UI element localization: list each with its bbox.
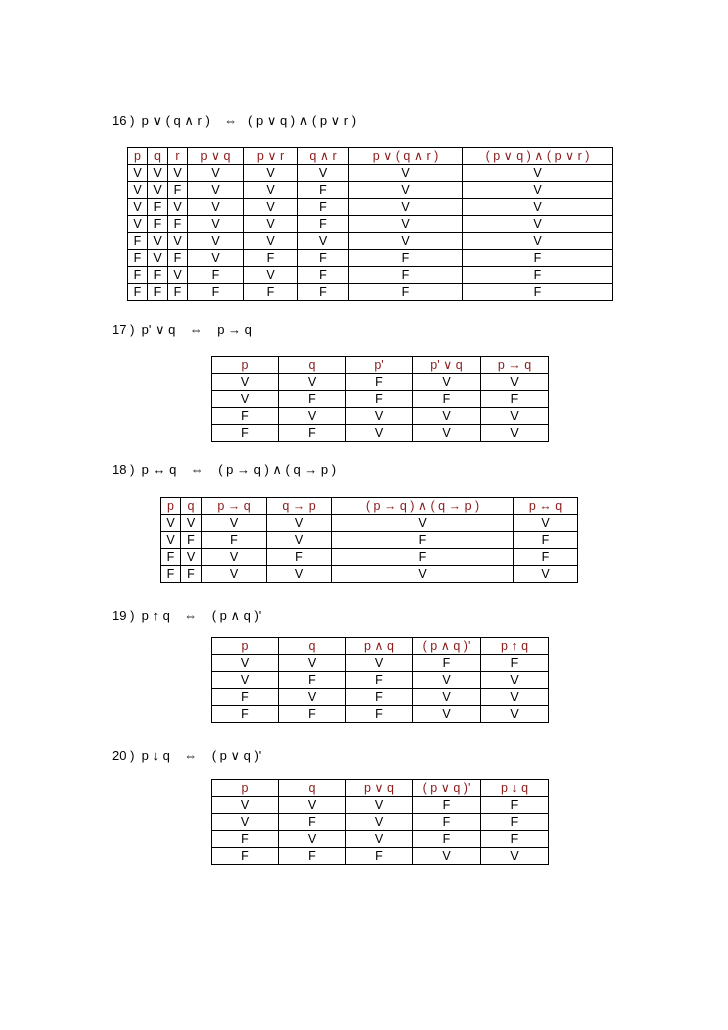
truth-value-cell: V (148, 165, 168, 182)
truth-value-cell: V (413, 408, 481, 425)
truth-value-cell: V (212, 374, 279, 391)
column-header: ( p ∨ q ) ∧ ( p ∨ r ) (463, 148, 613, 165)
truth-value-cell: F (349, 284, 463, 301)
truth-value-cell: F (413, 655, 481, 672)
truth-value-cell: F (298, 182, 349, 199)
truth-value-cell: V (267, 515, 332, 532)
truth-value-cell: V (349, 165, 463, 182)
truth-value-cell: V (128, 199, 148, 216)
truth-value-cell: F (413, 797, 481, 814)
truth-value-cell: V (481, 408, 549, 425)
truth-value-cell: V (298, 165, 349, 182)
truth-value-cell: F (168, 216, 188, 233)
header-row (128, 148, 613, 165)
truth-value-cell: V (481, 425, 549, 442)
truth-value-cell: F (279, 814, 346, 831)
truth-value-cell: V (346, 814, 413, 831)
truth-value-cell: V (346, 408, 413, 425)
table-row (128, 199, 613, 216)
header-row (212, 780, 549, 797)
truth-value-cell: V (212, 814, 279, 831)
truth-value-cell: V (413, 425, 481, 442)
truth-value-cell: V (168, 165, 188, 182)
truth-value-cell: F (148, 284, 168, 301)
column-header: p (161, 498, 181, 515)
section-20-heading: 20 ) p ↓ q ⇔ ( p ∨ q )' (112, 748, 262, 763)
column-header: p → q (481, 357, 549, 374)
truth-value-cell: F (413, 814, 481, 831)
truth-value-cell: F (128, 250, 148, 267)
truth-value-cell: V (481, 689, 549, 706)
truth-value-cell: F (481, 814, 549, 831)
section-17-heading: 17 ) p' ∨ q ⇔ p → q (112, 322, 252, 337)
column-header: q (181, 498, 202, 515)
truth-value-cell: V (514, 566, 578, 583)
truth-value-cell: V (346, 831, 413, 848)
column-header: p' (346, 357, 413, 374)
column-header: q ∧ r (298, 148, 349, 165)
truth-value-cell: F (298, 284, 349, 301)
truth-value-cell: F (267, 549, 332, 566)
truth-value-cell: F (181, 532, 202, 549)
truth-value-cell: V (279, 655, 346, 672)
truth-value-cell: F (212, 848, 279, 865)
truth-value-cell: F (279, 848, 346, 865)
truth-value-cell: F (463, 267, 613, 284)
section-18-heading: 18 ) p ↔ q ⇔ ( p → q ) ∧ ( q → p ) (112, 462, 337, 477)
column-header: q (279, 357, 346, 374)
truth-value-cell: V (148, 250, 168, 267)
truth-value-cell: V (244, 233, 298, 250)
truth-value-cell: V (481, 672, 549, 689)
truth-value-cell: F (188, 267, 244, 284)
column-header: p ↓ q (481, 780, 549, 797)
truth-value-cell: V (212, 655, 279, 672)
truth-value-cell: F (332, 532, 514, 549)
truth-value-cell: V (202, 566, 267, 583)
truth-value-cell: F (168, 284, 188, 301)
table-row (128, 284, 613, 301)
column-header: p ∨ r (244, 148, 298, 165)
truth-value-cell: F (279, 425, 346, 442)
truth-value-cell: F (481, 655, 549, 672)
section-16-heading: 16 ) p ∨ ( q ∧ r ) ⇔ ( p ∨ q ) ∧ ( p ∨ r ) (112, 113, 357, 128)
truth-value-cell: F (346, 672, 413, 689)
truth-value-cell: F (481, 831, 549, 848)
truth-value-cell: V (168, 199, 188, 216)
truth-value-cell: V (202, 549, 267, 566)
truth-value-cell: V (188, 199, 244, 216)
table-row (128, 165, 613, 182)
column-header: p (212, 638, 279, 655)
truth-value-cell: V (202, 515, 267, 532)
table-row (212, 706, 549, 723)
truth-value-cell: V (332, 515, 514, 532)
truth-value-cell: V (413, 672, 481, 689)
truth-value-cell: F (332, 549, 514, 566)
truth-value-cell: F (244, 284, 298, 301)
truth-value-cell: F (161, 549, 181, 566)
truth-value-cell: V (481, 848, 549, 865)
header-row (212, 357, 549, 374)
column-header: ( p ∧ q )' (413, 638, 481, 655)
truth-value-cell: F (349, 250, 463, 267)
truth-value-cell: F (481, 391, 549, 408)
table-row (212, 408, 549, 425)
truth-value-cell: V (168, 233, 188, 250)
truth-value-cell: V (212, 391, 279, 408)
truth-value-cell: V (349, 216, 463, 233)
table-row (161, 515, 578, 532)
table-row (161, 566, 578, 583)
truth-value-cell: V (413, 374, 481, 391)
truth-value-cell: F (168, 250, 188, 267)
header-row (161, 498, 578, 515)
truth-value-cell: V (267, 566, 332, 583)
truth-value-cell: V (332, 566, 514, 583)
column-header: p ∨ q (188, 148, 244, 165)
table-row (128, 182, 613, 199)
truth-value-cell: V (346, 655, 413, 672)
column-header: q (279, 638, 346, 655)
column-header: r (168, 148, 188, 165)
truth-value-cell: V (212, 797, 279, 814)
truth-value-cell: F (181, 566, 202, 583)
section-19-heading: 19 ) p ↑ q ⇔ ( p ∧ q )' (112, 608, 262, 623)
truth-value-cell: F (514, 532, 578, 549)
truth-value-cell: F (279, 706, 346, 723)
truth-value-cell: V (463, 233, 613, 250)
truth-value-cell: V (279, 797, 346, 814)
truth-value-cell: F (346, 706, 413, 723)
truth-value-cell: F (298, 199, 349, 216)
truth-value-cell: F (202, 532, 267, 549)
table-row (128, 216, 613, 233)
truth-value-cell: V (212, 672, 279, 689)
truth-value-cell: V (413, 848, 481, 865)
truth-value-cell: V (188, 216, 244, 233)
table-row (128, 250, 613, 267)
table-row (128, 267, 613, 284)
truth-value-cell: F (148, 199, 168, 216)
truth-value-cell: F (128, 284, 148, 301)
truth-value-cell: F (298, 250, 349, 267)
truth-value-cell: V (346, 425, 413, 442)
truth-value-cell: F (212, 831, 279, 848)
truth-value-cell: V (244, 199, 298, 216)
truth-value-cell: V (279, 408, 346, 425)
truth-value-cell: F (148, 267, 168, 284)
table-row (212, 848, 549, 865)
truth-value-cell: V (346, 797, 413, 814)
truth-value-cell: F (346, 374, 413, 391)
truth-value-cell: F (128, 267, 148, 284)
truth-value-cell: V (161, 515, 181, 532)
truth-value-cell: V (481, 374, 549, 391)
truth-value-cell: V (161, 532, 181, 549)
column-header: q (279, 780, 346, 797)
truth-value-cell: V (188, 165, 244, 182)
table-row (212, 831, 549, 848)
truth-value-cell: V (349, 199, 463, 216)
truth-value-cell: F (148, 216, 168, 233)
truth-value-cell: V (148, 233, 168, 250)
truth-value-cell: F (514, 549, 578, 566)
truth-value-cell: V (279, 689, 346, 706)
truth-value-cell: V (128, 182, 148, 199)
truth-value-cell: F (346, 689, 413, 706)
truth-value-cell: F (279, 391, 346, 408)
truth-table-18 (160, 497, 578, 583)
truth-value-cell: V (188, 233, 244, 250)
truth-value-cell: V (244, 182, 298, 199)
truth-value-cell: F (298, 216, 349, 233)
table-row (161, 532, 578, 549)
truth-value-cell: V (514, 515, 578, 532)
truth-value-cell: V (463, 216, 613, 233)
truth-value-cell: F (188, 284, 244, 301)
truth-value-cell: V (244, 216, 298, 233)
table-row (161, 549, 578, 566)
table-row (128, 233, 613, 250)
truth-value-cell: F (212, 425, 279, 442)
table-row (212, 374, 549, 391)
column-header: ( p → q ) ∧ ( q → p ) (332, 498, 514, 515)
truth-value-cell: F (128, 233, 148, 250)
column-header: p → q (202, 498, 267, 515)
truth-value-cell: V (128, 216, 148, 233)
truth-value-cell: F (212, 408, 279, 425)
column-header: p ∨ q (346, 780, 413, 797)
truth-value-cell: V (128, 165, 148, 182)
column-header: p (128, 148, 148, 165)
column-header: p ↔ q (514, 498, 578, 515)
column-header: p (212, 357, 279, 374)
truth-table-17 (211, 356, 549, 442)
table-row (212, 689, 549, 706)
truth-value-cell: V (413, 706, 481, 723)
header-row (212, 638, 549, 655)
truth-value-cell: V (181, 549, 202, 566)
table-row (212, 655, 549, 672)
truth-value-cell: V (279, 831, 346, 848)
truth-value-cell: F (463, 250, 613, 267)
truth-value-cell: F (413, 391, 481, 408)
column-header: p' ∨ q (413, 357, 481, 374)
truth-value-cell: V (349, 182, 463, 199)
table-row (212, 672, 549, 689)
truth-table-19 (211, 637, 549, 723)
column-header: q (148, 148, 168, 165)
table-row (212, 391, 549, 408)
truth-value-cell: F (346, 391, 413, 408)
truth-value-cell: V (279, 374, 346, 391)
truth-value-cell: V (188, 250, 244, 267)
table-row (212, 797, 549, 814)
column-header: p ∨ ( q ∧ r ) (349, 148, 463, 165)
truth-table-20 (211, 779, 549, 865)
truth-value-cell: V (463, 165, 613, 182)
truth-value-cell: F (413, 831, 481, 848)
truth-value-cell: V (188, 182, 244, 199)
truth-value-cell: F (244, 250, 298, 267)
truth-value-cell: V (244, 165, 298, 182)
truth-value-cell: V (349, 233, 463, 250)
column-header: ( p ∨ q )' (413, 780, 481, 797)
truth-value-cell: V (463, 199, 613, 216)
truth-value-cell: V (148, 182, 168, 199)
truth-value-cell: F (168, 182, 188, 199)
truth-value-cell: F (212, 689, 279, 706)
column-header: p (212, 780, 279, 797)
column-header: q → p (267, 498, 332, 515)
truth-value-cell: F (279, 672, 346, 689)
truth-value-cell: F (463, 284, 613, 301)
truth-value-cell: V (481, 706, 549, 723)
truth-value-cell: V (244, 267, 298, 284)
truth-value-cell: V (168, 267, 188, 284)
truth-value-cell: F (161, 566, 181, 583)
column-header: p ∧ q (346, 638, 413, 655)
truth-value-cell: F (346, 848, 413, 865)
truth-table-16 (127, 147, 613, 301)
truth-value-cell: V (413, 689, 481, 706)
table-row (212, 425, 549, 442)
truth-value-cell: V (267, 532, 332, 549)
truth-value-cell: V (181, 515, 202, 532)
truth-value-cell: F (298, 267, 349, 284)
truth-value-cell: V (298, 233, 349, 250)
truth-value-cell: V (463, 182, 613, 199)
truth-value-cell: F (481, 797, 549, 814)
column-header: p ↑ q (481, 638, 549, 655)
truth-value-cell: F (349, 267, 463, 284)
table-row (212, 814, 549, 831)
truth-value-cell: F (212, 706, 279, 723)
